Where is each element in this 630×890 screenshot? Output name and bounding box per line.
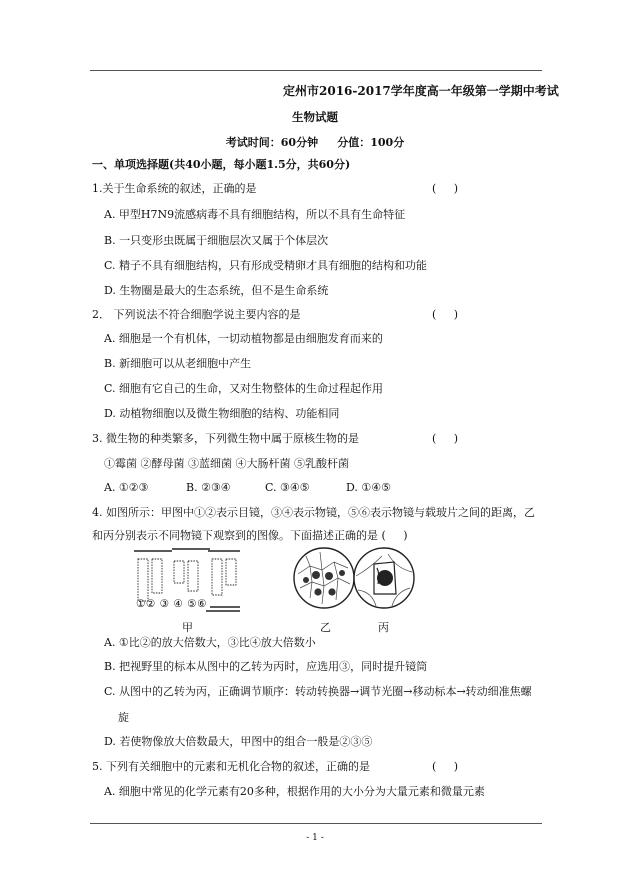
answer-bracket-5: ( ) xyxy=(432,760,459,773)
q1-option-c: C. 精子不具有细胞结构，只有形成受精卵才具有细胞的结构和功能 xyxy=(104,259,428,272)
q3-items: ①霉菌 ②酵母菌 ③蓝细菌 ④大肠杆菌 ⑤乳酸杆菌 xyxy=(104,457,349,470)
q2-option-c: C. 细胞有它自己的生命，又对生物整体的生命过程起作用 xyxy=(104,382,384,395)
figure-jia-numbers: ①② ③ ④ ⑤⑥ xyxy=(136,598,207,610)
exam-info: 考试时间：60分钟 分值：100分 xyxy=(225,136,405,149)
q2-option-d: D. 动植物细胞以及微生物细胞的结构、功能相同 xyxy=(104,407,340,420)
page-number: - 1 - xyxy=(306,833,324,843)
figure-jia-label: 甲 xyxy=(182,621,193,634)
bottom-rule xyxy=(90,823,542,824)
q4-option-c-cont: 旋 xyxy=(118,711,129,724)
figure-yi-label: 乙 xyxy=(320,621,331,634)
question-2-stem: 2． 下列说法不符合细胞学说主要内容的是 xyxy=(92,308,301,321)
figure-yi xyxy=(292,546,356,610)
answer-bracket-1: ( ) xyxy=(432,182,459,195)
question-4-stem: 4. 如图所示：甲图中①②表示目镜，③④表示物镜，⑤⑥表示物镜与载玻片之间的距离，乙 xyxy=(92,506,535,519)
q2-option-b: B. 新细胞可以从老细胞中产生 xyxy=(104,357,252,370)
section-heading: 一、单项选择题(共40小题，每小题1.5分，共60分) xyxy=(92,158,351,171)
q3-option-b: B. ②③④ xyxy=(186,481,231,494)
figure-bing xyxy=(352,546,416,610)
figure-bing-label: 丙 xyxy=(378,621,389,634)
q1-option-b: B. 一只变形虫既属于细胞层次又属于个体层次 xyxy=(104,234,329,247)
question-3-stem: 3. 微生物的种类繁多，下列微生物中属于原核生物的是 xyxy=(92,432,359,445)
q5-option-a: A. 细胞中常见的化学元素有20多种，根据作用的大小分为大量元素和微量元素 xyxy=(104,785,485,798)
q1-option-a: A. 甲型H7N9流感病毒不具有细胞结构，所以不具有生命特征 xyxy=(104,208,406,221)
top-rule xyxy=(90,70,542,71)
q1-option-d: D. 生物圈是最大的生态系统，但不是生命系统 xyxy=(104,284,329,297)
q4-option-a: A. ①比②的放大倍数大，③比④放大倍数小 xyxy=(104,636,316,649)
q4-option-b: B. 把视野里的标本从图中的乙转为丙时，应选用③，同时提升镜筒 xyxy=(104,660,428,673)
question-4-stem-cont: 和丙分别表示不同物镜下观察到的图像。下面描述正确的是 ( ) xyxy=(92,529,408,542)
answer-bracket-3: ( ) xyxy=(432,432,459,445)
q4-option-d: D. 若使物像放大倍数最大，甲图中的组合一般是②③⑤ xyxy=(104,735,373,748)
q3-option-c: C. ③④⑤ xyxy=(265,481,310,494)
q3-option-a: A. ①②③ xyxy=(104,481,149,494)
subject-title: 生物试题 xyxy=(292,110,338,124)
q4-option-c: C. 从图中的乙转为丙，正确调节顺序：转动转换器→调节光圈→移动标本→转动细准焦螺 xyxy=(104,685,532,698)
question-5-stem: 5. 下列有关细胞中的元素和无机化合物的叙述，正确的是 xyxy=(92,760,370,773)
q2-option-a: A. 细胞是一个有机体，一切动植物都是由细胞发育而来的 xyxy=(104,332,383,345)
exam-title: 定州市2016-2017学年度高一年级第一学期中考试 xyxy=(283,84,559,98)
q3-option-d: D. ①④⑤ xyxy=(346,481,392,494)
answer-bracket-2: ( ) xyxy=(432,308,459,321)
question-1-stem: 1.关于生命系统的叙述，正确的是 xyxy=(92,182,257,195)
